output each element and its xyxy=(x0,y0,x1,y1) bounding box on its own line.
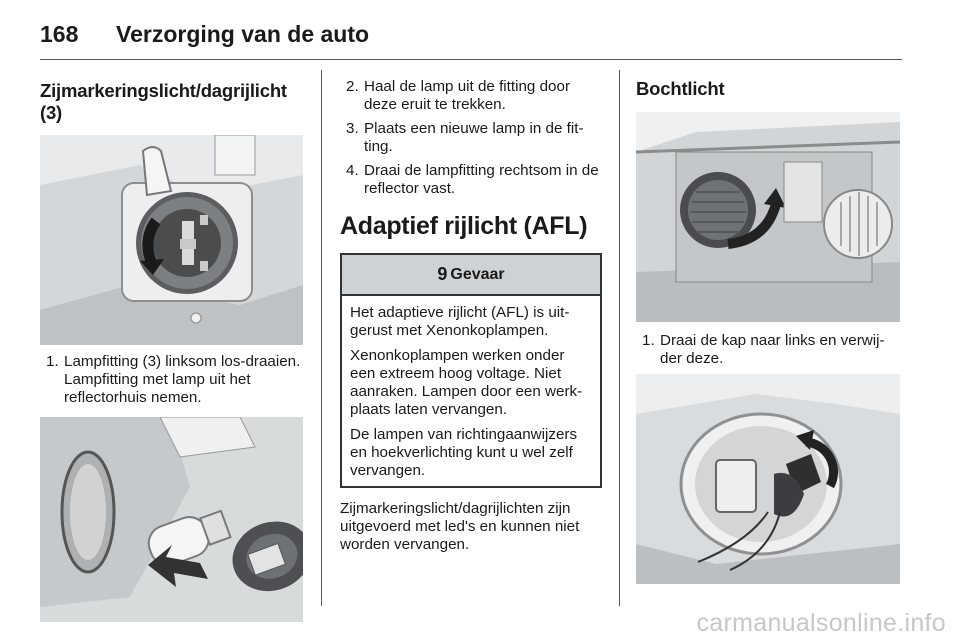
column-1 xyxy=(40,74,303,622)
step-text: Plaats een nieuwe lamp in de fit-ting. xyxy=(364,120,584,155)
step-text: Draai de lampfitting rechtsom in de reflector vast. xyxy=(364,162,599,197)
step-number: 1. xyxy=(46,353,59,370)
header-rule xyxy=(40,59,902,60)
column-3 xyxy=(636,74,902,584)
figure-lamp-socket-rotate xyxy=(40,135,303,345)
step-text: Haal de lamp uit de fitting door deze eruit te trekken. xyxy=(364,78,570,113)
column-divider-1 xyxy=(321,70,322,606)
section-heading-side-marker: Zijmarkeringslicht/dagrijlicht (3) xyxy=(40,80,287,123)
step-item xyxy=(340,78,602,114)
steps-list-col3 xyxy=(636,332,902,368)
step-number: 3. xyxy=(346,120,359,137)
step-item xyxy=(340,162,602,198)
page-title: Verzorging van de auto xyxy=(116,20,370,47)
step-item xyxy=(636,332,902,368)
column-divider-2 xyxy=(619,70,620,606)
warning-icon: 9 xyxy=(437,264,448,284)
steps-list-col1 xyxy=(40,353,303,407)
step-text: Draai de kap naar links en verwij-der deze. xyxy=(660,332,885,367)
page-number: 168 xyxy=(40,20,79,47)
figure-bulb-removal xyxy=(40,417,303,622)
watermark: carmanualsonline.info xyxy=(696,609,946,637)
step-item xyxy=(340,120,602,156)
section-heading-cornering-light: Bochtlicht xyxy=(636,78,725,99)
steps-list-col2 xyxy=(340,78,602,198)
step-number: 1. xyxy=(642,332,655,349)
warning-paragraph: Het adaptieve rijlicht (AFL) is uit-gerust met Xenonkoplampen. xyxy=(350,304,570,339)
step-number: 4. xyxy=(346,162,359,179)
step-text: Lampfitting (3) linksom los-draaien. Lampfitting met lamp uit het reflectorhuis nemen. xyxy=(64,353,301,406)
section-heading-afl: Adaptief rijlicht (AFL) xyxy=(340,212,588,240)
figure-bulb-socket-rotate xyxy=(636,374,900,584)
figure-headlamp-cap xyxy=(636,112,900,322)
column-2 xyxy=(340,74,602,554)
page-header xyxy=(40,14,369,54)
info-paragraph: Zijmarkeringslicht/dagrijlichten zijn uitgevoerd met led's en kunnen niet worden vervangen. xyxy=(340,500,580,553)
step-number: 2. xyxy=(346,78,359,95)
warning-paragraph: De lampen van richtingaanwijzers en hoekverlichting kunt u wel zelf vervangen. xyxy=(350,426,578,479)
step-item xyxy=(40,353,303,407)
warning-header xyxy=(342,255,600,296)
warning-paragraph: Xenonkoplampen werken onder een extreem hoog voltage. Niet aanraken. Lampen door een werk-plaats laten vervangen. xyxy=(350,347,583,418)
warning-body xyxy=(342,296,600,486)
warning-title: Gevaar xyxy=(450,265,505,283)
warning-box xyxy=(340,253,602,488)
